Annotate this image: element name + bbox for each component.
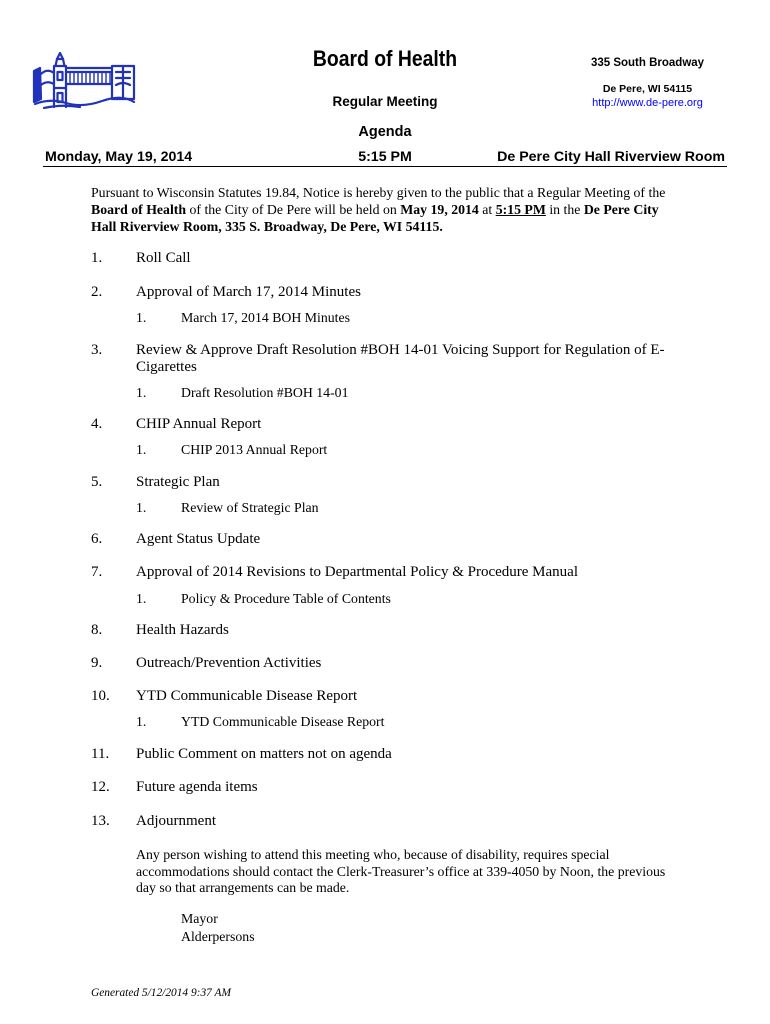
agenda-subitem (136, 714, 384, 730)
board-title: Board of Health (312, 46, 458, 71)
agenda-item-number: 6. (91, 531, 103, 547)
agenda-item-title: CHIP Annual Report (136, 416, 262, 432)
agenda-item-title: Agent Status Update (136, 531, 261, 547)
agenda-subitem-title: YTD Communicable Disease Report (181, 714, 385, 729)
notice-location: De Pere City (583, 202, 659, 217)
meeting-time: 5:15 PM (358, 149, 412, 165)
agenda-subitem-title: Review of Strategic Plan (181, 500, 319, 515)
agenda-item (91, 813, 711, 830)
accessibility-notice-line: accommodations should contact the Clerk-Treasurer’s office at 339-4050 by Noon, the previous (136, 863, 666, 879)
agenda-item (91, 688, 711, 705)
notice-date: May 19, 2014 (400, 202, 479, 217)
agenda-item-number: 11. (91, 746, 110, 762)
notice-location: Hall Riverview Room, 335 S. Broadway, De Pere, WI 54115. (91, 219, 443, 234)
accessibility-notice-line: day so that arrangements can be made. (136, 880, 350, 895)
signatory-mayor: Mayor (181, 911, 218, 926)
agenda-subitem (136, 442, 327, 458)
meeting-type: Regular Meeting (332, 94, 438, 109)
agenda-item-title: Approval of March 17, 2014 Minutes (136, 284, 361, 300)
agenda-item-number: 4. (91, 416, 103, 432)
agenda-item-title: Approval of 2014 Revisions to Departmental Policy & Procedure Manual (136, 564, 578, 580)
public-notice (91, 184, 665, 235)
header-divider (43, 166, 727, 167)
agenda-item-number: 13. (91, 813, 110, 829)
agenda-item-title: Future agenda items (136, 779, 258, 795)
agenda-item-number: 3. (91, 342, 103, 358)
agenda-item-title: Health Hazards (136, 622, 229, 638)
notice-line: Pursuant to Wisconsin Statutes 19.84, Notice is hereby given to the public that a Regular Meeting of the (91, 185, 666, 200)
agenda-item-number: 12. (91, 779, 110, 795)
notice-text: of the City of De Pere will be held on (189, 202, 397, 217)
agenda-item (91, 531, 711, 548)
generated-timestamp: Generated 5/12/2014 9:37 AM (91, 987, 231, 999)
notice-text: in the (549, 202, 581, 217)
notice-line (91, 201, 665, 218)
notice-body-name: Board of Health (91, 202, 187, 217)
agenda-item-number: 2. (91, 284, 103, 300)
agenda-subitem-title: March 17, 2014 BOH Minutes (181, 310, 350, 325)
agenda-item-number: 9. (91, 655, 103, 671)
de-pere-city-logo-icon (32, 51, 136, 109)
meeting-date: Monday, May 19, 2014 (45, 149, 193, 165)
agenda-subitem-number: 1. (136, 500, 147, 515)
agenda-subitem (136, 385, 348, 401)
city-logo (32, 51, 136, 109)
agenda-item-number: 8. (91, 622, 103, 638)
agenda-item-number: 10. (91, 688, 110, 704)
agenda-subitem-title: Policy & Procedure Table of Contents (181, 591, 391, 606)
agenda-item-title: Public Comment on matters not on agenda (136, 746, 392, 762)
agenda-item (91, 564, 711, 581)
agenda-item (91, 250, 711, 267)
notice-time: 5:15 PM (495, 202, 546, 217)
agenda-item-number: 7. (91, 564, 103, 580)
agenda-item-title: Adjournment (136, 813, 216, 829)
address-city: De Pere, WI 54115 (602, 83, 693, 95)
agenda-item-title: YTD Communicable Disease Report (136, 688, 358, 704)
agenda-subitem (136, 500, 319, 516)
agenda-item-title: Roll Call (136, 250, 191, 266)
notice-line (91, 218, 665, 235)
agenda-item (91, 622, 711, 639)
agenda-item-title: Review & Approve Draft Resolution #BOH 14-01 Voicing Support for Regulation of E-Cigarettes (136, 342, 665, 375)
agenda-item (91, 779, 711, 796)
accessibility-notice (136, 847, 665, 897)
agenda-subitem (136, 591, 391, 607)
agenda-subitem-number: 1. (136, 385, 147, 400)
meeting-location: De Pere City Hall Riverview Room (497, 149, 725, 165)
agenda-item (91, 746, 711, 763)
agenda-item-number: 1. (91, 250, 103, 266)
agenda-subitem-number: 1. (136, 442, 147, 457)
agenda-item (91, 284, 711, 301)
accessibility-notice-line: Any person wishing to attend this meeting who, because of disability, requires special (136, 847, 610, 862)
agenda-item (91, 342, 711, 376)
agenda-item-title: Strategic Plan (136, 474, 220, 490)
website-link[interactable]: http://www.de-pere.org (592, 97, 703, 109)
agenda-subitem-title: CHIP 2013 Annual Report (181, 442, 328, 457)
agenda-item (91, 416, 711, 433)
address-street: 335 South Broadway (590, 57, 705, 69)
notice-text: at (482, 202, 493, 217)
agenda-subitem-title: Draft Resolution #BOH 14-01 (181, 385, 349, 400)
agenda-subitem-number: 1. (136, 714, 147, 729)
document-type: Agenda (358, 124, 412, 140)
agenda-item (91, 474, 711, 491)
agenda-item (91, 655, 711, 672)
agenda-subitem-number: 1. (136, 310, 147, 325)
signatory-alderpersons: Alderpersons (181, 929, 255, 944)
agenda-subitem-number: 1. (136, 591, 147, 606)
agenda-item-title: Outreach/Prevention Activities (136, 655, 322, 671)
agenda-item-number: 5. (91, 474, 103, 490)
agenda-subitem (136, 310, 350, 326)
